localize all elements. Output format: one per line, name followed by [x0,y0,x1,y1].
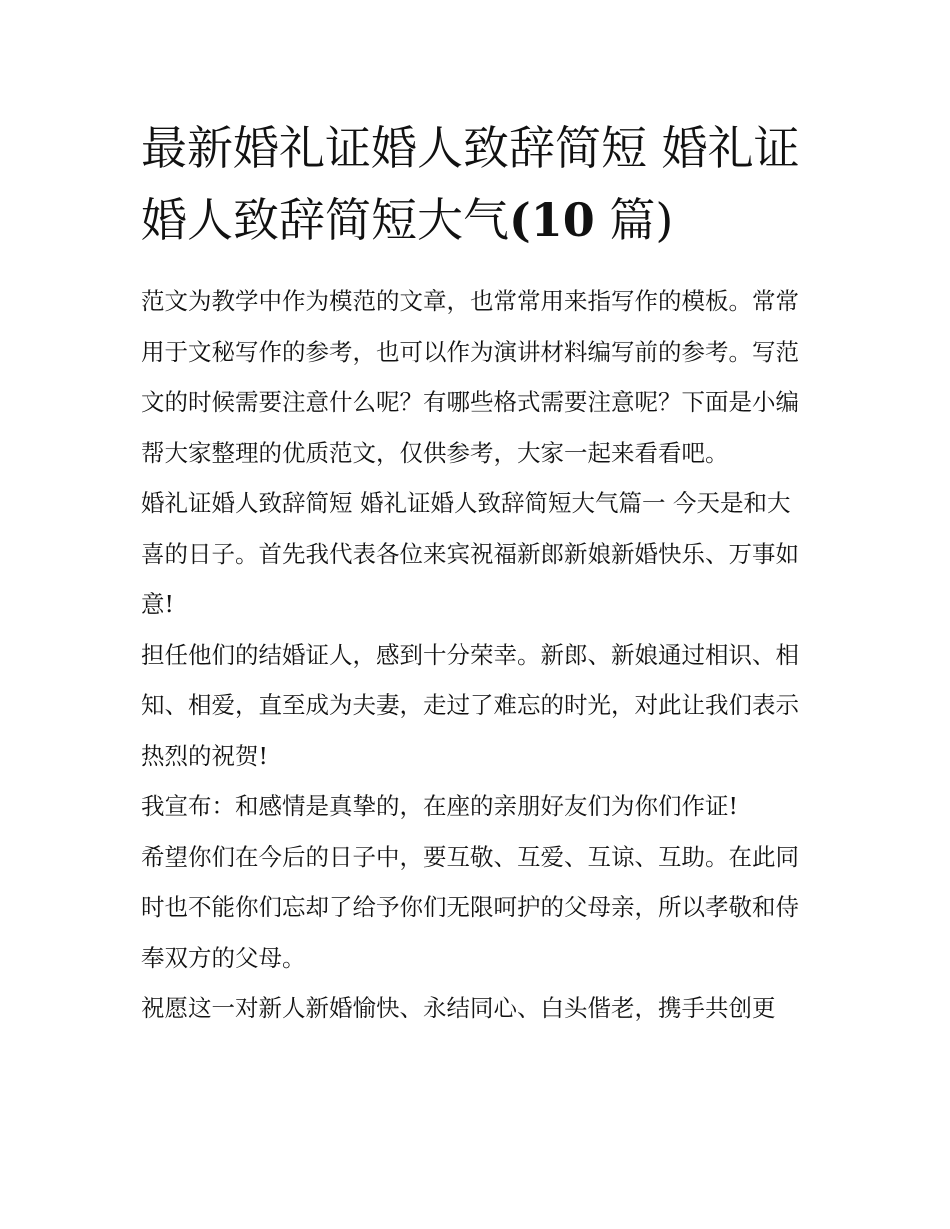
paragraph-wishes: 祝愿这一对新人新婚愉快、永结同心、白头偕老，携手共创更 [141,994,776,1022]
paragraph-declaration: 我宣布：和感情是真挚的，在座的亲朋好友们为你们作证! [141,792,738,820]
paragraph-speech-opening: 婚礼证婚人致辞简短 婚礼证婚人致辞简短大气篇一 今天是和大喜的日子。首先我代表各位来宾祝福新郎新娘新婚快乐、万事如意! [141,489,799,618]
document-title: 最新婚礼证婚人致辞简短 婚礼证婚人致辞简短大气(10 篇) [141,121,800,247]
paragraph-hopes: 希望你们在今后的日子中，要互敬、互爱、互谅、互助。在此同时也不能你们忘却了给予你们无限呵护的父母亲，所以孝敬和侍奉双方的父母。 [141,842,799,972]
paragraph-witness-honor: 担任他们的结婚证人，感到十分荣幸。新郎、新娘通过相识、相知、相爱，直至成为夫妻，走过了难忘的时光，对此让我们表示热烈的祝贺! [141,640,799,770]
document-body [141,112,813,1034]
paragraph-intro: 范文为教学中作为模范的文章，也常常用来指写作的模板。常常用于文秘写作的参考，也可以作为演讲材料编写前的参考。写范文的时候需要注意什么呢？有哪些格式需要注意呢？下面是小编帮大家整理的优质范文，仅供参考，大家一起来看看吧。 [141,287,799,467]
